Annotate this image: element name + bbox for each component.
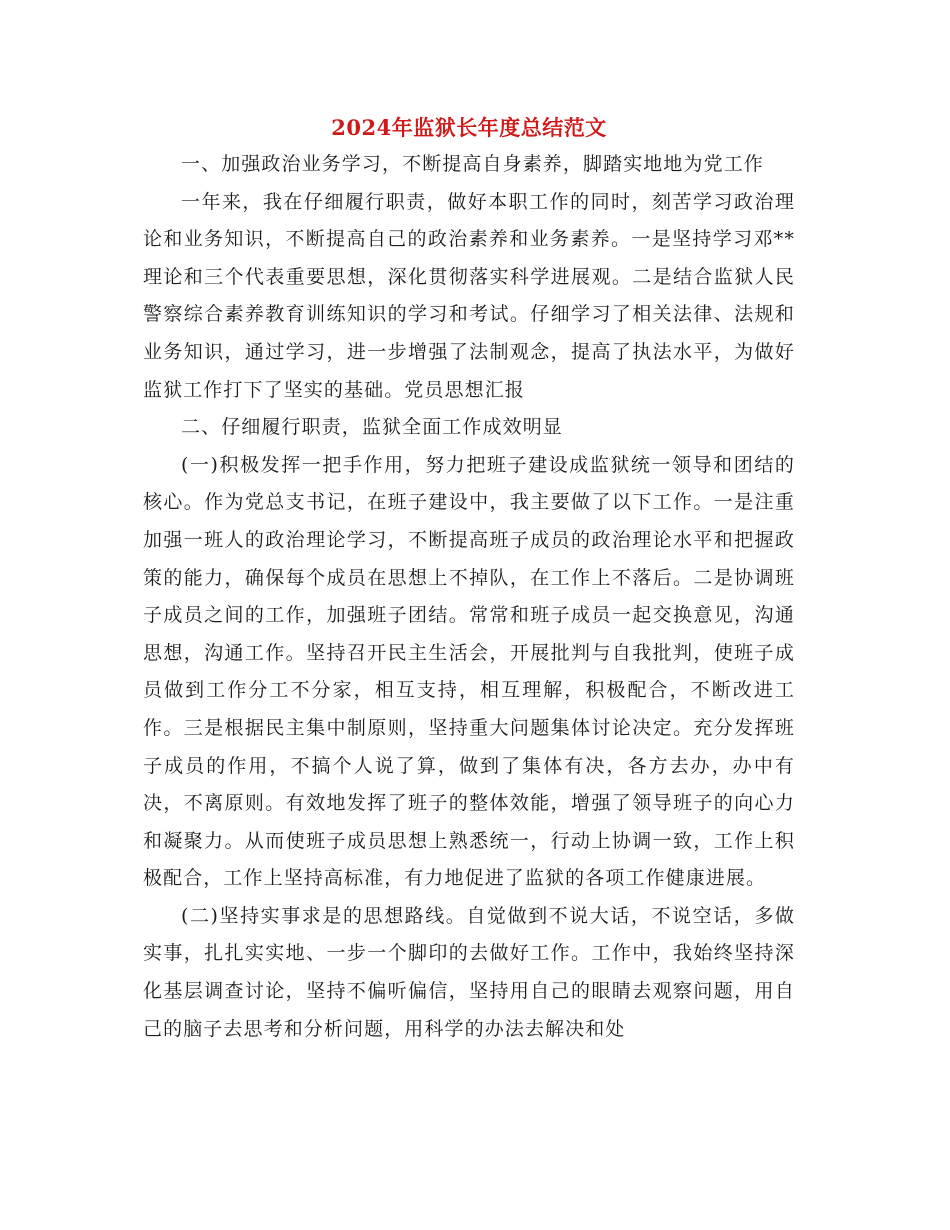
section-heading-2: 二、仔细履行职责，监狱全面工作成效明显 bbox=[181, 416, 563, 439]
document-page bbox=[143, 110, 795, 1048]
body-paragraph-2: (一)积极发挥一把手作用，努力把班子建设成监狱统一领导和团结的核心。作为党总支书记，在班子建设中，我主要做了以下工作。一是注重加强一班人的政治理论学习，不断提高班子成员的政治理论水平和把握政策的能力，确保每个成员在思想上不掉队，在工作上不落后。二是协调班子成员之间的工作，加强班子团结。常常和班子成员一起交换意见，沟通思想，沟通工作。坚持召开民主生活会，开展批判与自我批判，使班子成员做到工作分工不分家，相互支持，相互理解，积极配合，不断改进工作。三是根据民主集中制原则，坚持重大问题集体讨论决定。充分发挥班子成员的作用，不搞个人说了算，做到了集体有决，各方去办，办中有决，不离原则。有效地发挥了班子的整体效能，增强了领导班子的向心力和凝聚力。从而使班子成员思想上熟悉统一，行动上协调一致，工作上积极配合，工作上坚持高标准，有力地促进了监狱的各项工作健康进展。 bbox=[143, 453, 795, 890]
body-paragraph-1: 一年来，我在仔细履行职责，做好本职工作的同时，刻苦学习政治理论和业务知识，不断提高自己的政治素养和业务素养。一是坚持学习邓**理论和三个代表重要思想，深化贯彻落实科学进展观。二是结合监狱人民警察综合素养教育训练知识的学习和考试。仔细学习了相关法律、法规和业务知识，通过学习，进一步增强了法制观念，提高了执法水平，为做好监狱工作打下了坚实的基础。党员思想汇报 bbox=[143, 190, 795, 401]
section-heading-1: 一、加强政治业务学习，不断提高自身素养，脚踏实地地为党工作 bbox=[181, 153, 764, 175]
body-paragraph-3: (二)坚持实事求是的思想路线。自觉做到不说大话，不说空话，多做实事，扎扎实实地、一步一个脚印的去做好工作。工作中，我始终坚持深化基层调查讨论，坚持不偏听偏信，坚持用自己的眼睛去观察问题，用自己的脑子去思考和分析问题，用科学的办法去解决和处 bbox=[143, 904, 795, 1040]
document-title: 2024年监狱长年度总结范文 bbox=[331, 115, 607, 140]
